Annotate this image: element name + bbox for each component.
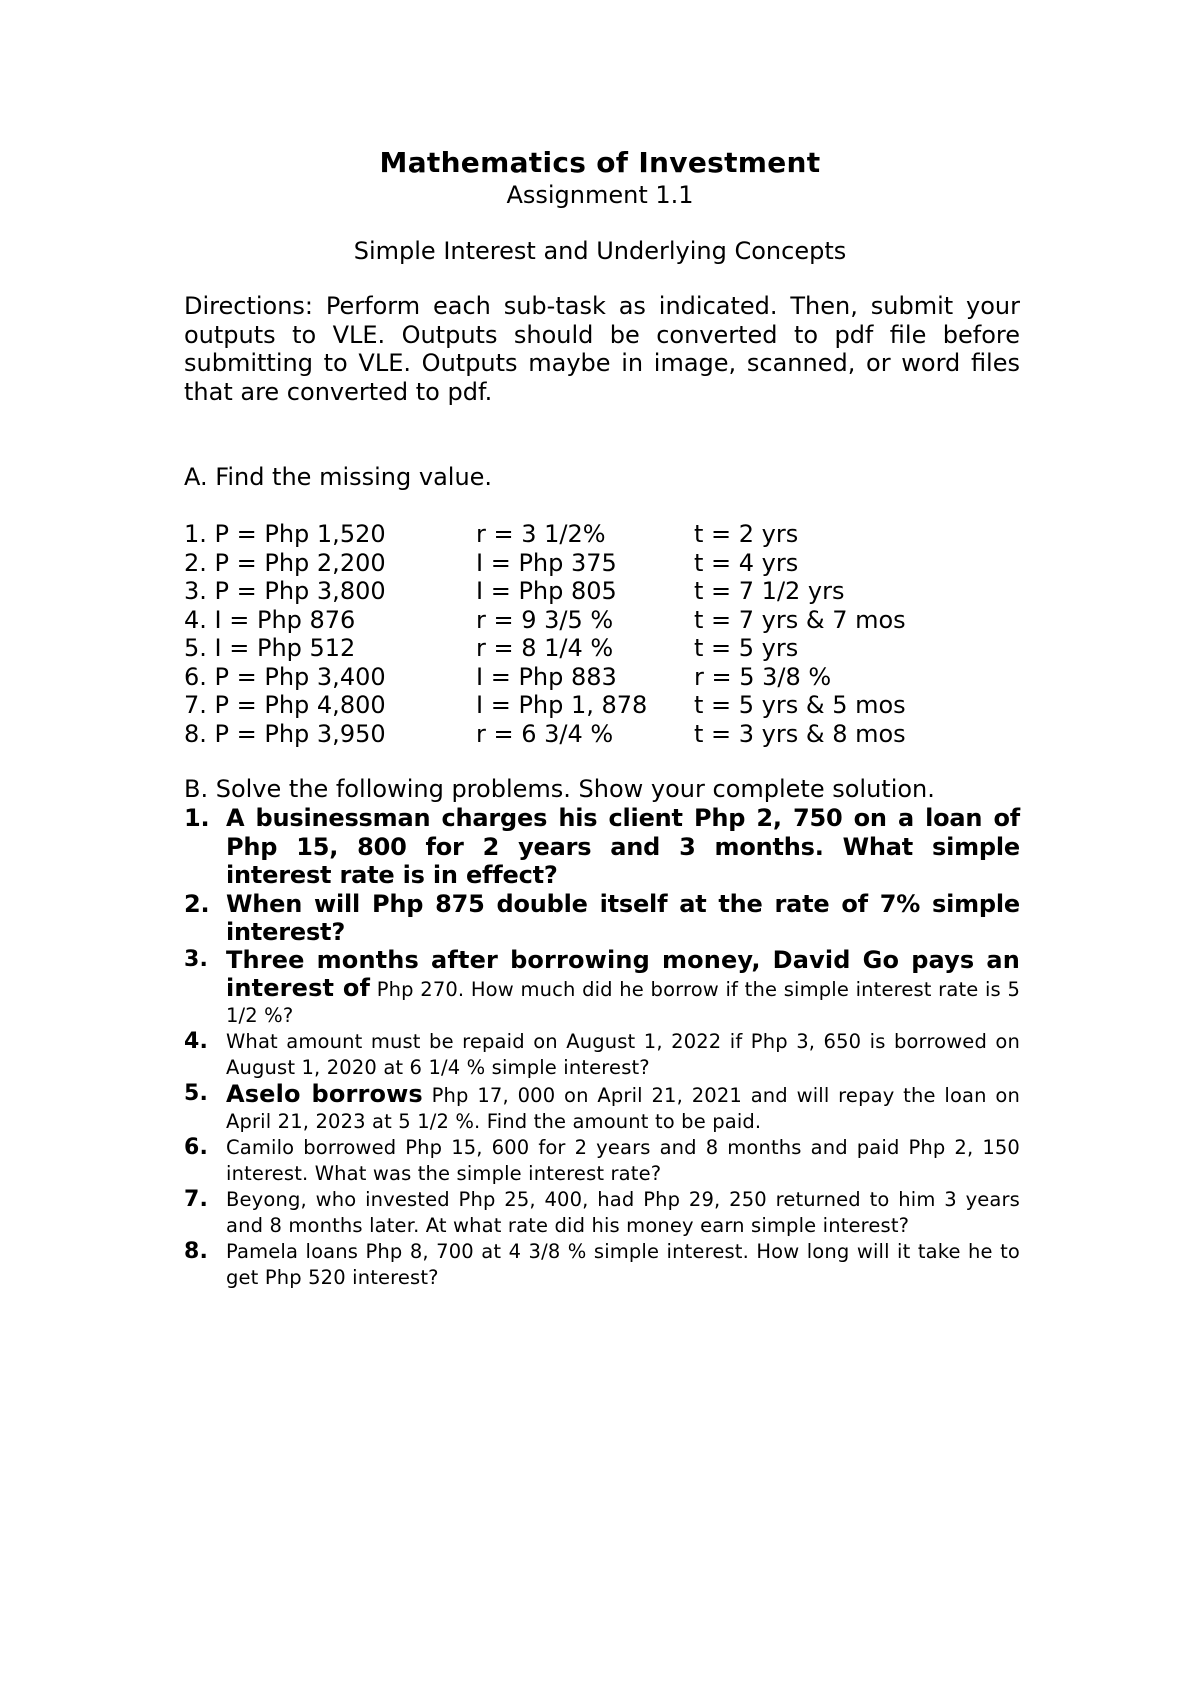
- given-value-1: 2. P = Php 2,200: [184, 548, 386, 577]
- given-value-1: 8. P = Php 3,950: [184, 719, 386, 748]
- problem-item: [184, 804, 1020, 890]
- given-value-2: r = 8 1/4 %: [476, 634, 614, 662]
- problem-text: When will Php 875 double itself at the rate of 7% simple interest?: [226, 889, 1020, 946]
- given-value-1: 4. I = Php 876: [184, 605, 356, 634]
- directions-paragraph: Directions: Perform each sub-task as indicated. Then, submit your outputs to VLE. Outputs should be converted to pdf file before submitting to VLE. Outputs maybe in image, scanned, or word files that are converted to pdf.: [184, 292, 1020, 406]
- problem-text-lead: Three months after borrowing money, David Go pays an interest of: [226, 945, 1020, 1002]
- given-value-3: t = 2 yrs: [694, 520, 799, 548]
- problem-text: A businessman charges his client Php 2, 750 on a loan of Php 15, 800 for 2 years and 3 months. What simple interest rate is in effect?: [226, 804, 1020, 889]
- problem-number: 3.: [184, 946, 208, 972]
- given-value-3: t = 4 yrs: [694, 548, 799, 577]
- problem-number: 5.: [184, 1080, 208, 1106]
- problem-text: Php 17, 000 on April 21, 2021 and will repay the loan on April 21, 2023 at 5 1/2 %. Find the amount to be paid.: [226, 1083, 1020, 1133]
- given-value-2: r = 3 1/2%: [476, 520, 606, 548]
- given-value-3: r = 5 3/8 %: [694, 662, 832, 691]
- given-value-2: I = Php 805: [476, 577, 617, 605]
- given-value-1: 6. P = Php 3,400: [184, 662, 386, 691]
- given-value-2: r = 6 3/4 %: [476, 719, 614, 748]
- problem-text: Pamela loans Php 8, 700 at 4 3/8 % simple interest. How long will it take he to get Php 520 interest?: [226, 1239, 1020, 1289]
- assignment-topic: Simple Interest and Underlying Concepts: [353, 237, 847, 265]
- given-value-2: I = Php 375: [476, 548, 617, 577]
- given-value-3: t = 5 yrs & 5 mos: [694, 691, 906, 719]
- document-title: Mathematics of Investment: [379, 146, 821, 179]
- problem-item: [184, 1239, 1020, 1291]
- problem-item: [184, 890, 1020, 947]
- problem-number: 6.: [184, 1134, 208, 1160]
- section-a-heading: A. Find the missing value.: [184, 463, 493, 491]
- problem-item: [184, 1135, 1020, 1187]
- given-value-2: I = Php 883: [476, 662, 617, 691]
- section-b-problem-list: [184, 804, 1020, 1291]
- problem-item: [184, 947, 1020, 1029]
- given-value-1: 3. P = Php 3,800: [184, 577, 386, 605]
- problem-number: 8.: [184, 1238, 208, 1264]
- problem-item: [184, 1187, 1020, 1239]
- problem-number: 4.: [184, 1028, 208, 1054]
- problem-number: 2.: [184, 889, 210, 918]
- section-b-heading: B. Solve the following problems. Show your complete solution.: [184, 775, 935, 803]
- problem-text: What amount must be repaid on August 1, 2022 if Php 3, 650 is borrowed on August 1, 2020 at 6 1/4 % simple interest?: [226, 1029, 1020, 1079]
- given-value-1: 1. P = Php 1,520: [184, 520, 386, 548]
- given-value-3: t = 3 yrs & 8 mos: [694, 719, 906, 748]
- problem-text: Php 270. How much did he borrow if the simple interest rate is 5 1/2 %?: [226, 977, 1021, 1027]
- given-value-3: t = 7 yrs & 7 mos: [694, 605, 906, 634]
- problem-number: 1.: [184, 804, 210, 832]
- problem-item: [184, 1029, 1020, 1081]
- given-value-3: t = 5 yrs: [694, 634, 799, 662]
- given-value-2: r = 9 3/5 %: [476, 605, 614, 634]
- problem-item: [184, 1081, 1020, 1135]
- given-value-1: 5. I = Php 512: [184, 634, 356, 662]
- given-value-2: I = Php 1, 878: [476, 691, 648, 719]
- given-value-3: t = 7 1/2 yrs: [694, 577, 845, 605]
- problem-text: Beyong, who invested Php 25, 400, had Php 29, 250 returned to him 3 years and 8 months later. At what rate did his money earn simple interest?: [226, 1187, 1020, 1237]
- given-value-1: 7. P = Php 4,800: [184, 691, 386, 719]
- problem-text-lead: Aselo borrows: [226, 1079, 423, 1108]
- problem-number: 7.: [184, 1186, 208, 1212]
- assignment-number: Assignment 1.1: [506, 181, 694, 209]
- problem-text: Camilo borrowed Php 15, 600 for 2 years and 8 months and paid Php 2, 150 interest. What was the simple interest rate?: [226, 1135, 1020, 1185]
